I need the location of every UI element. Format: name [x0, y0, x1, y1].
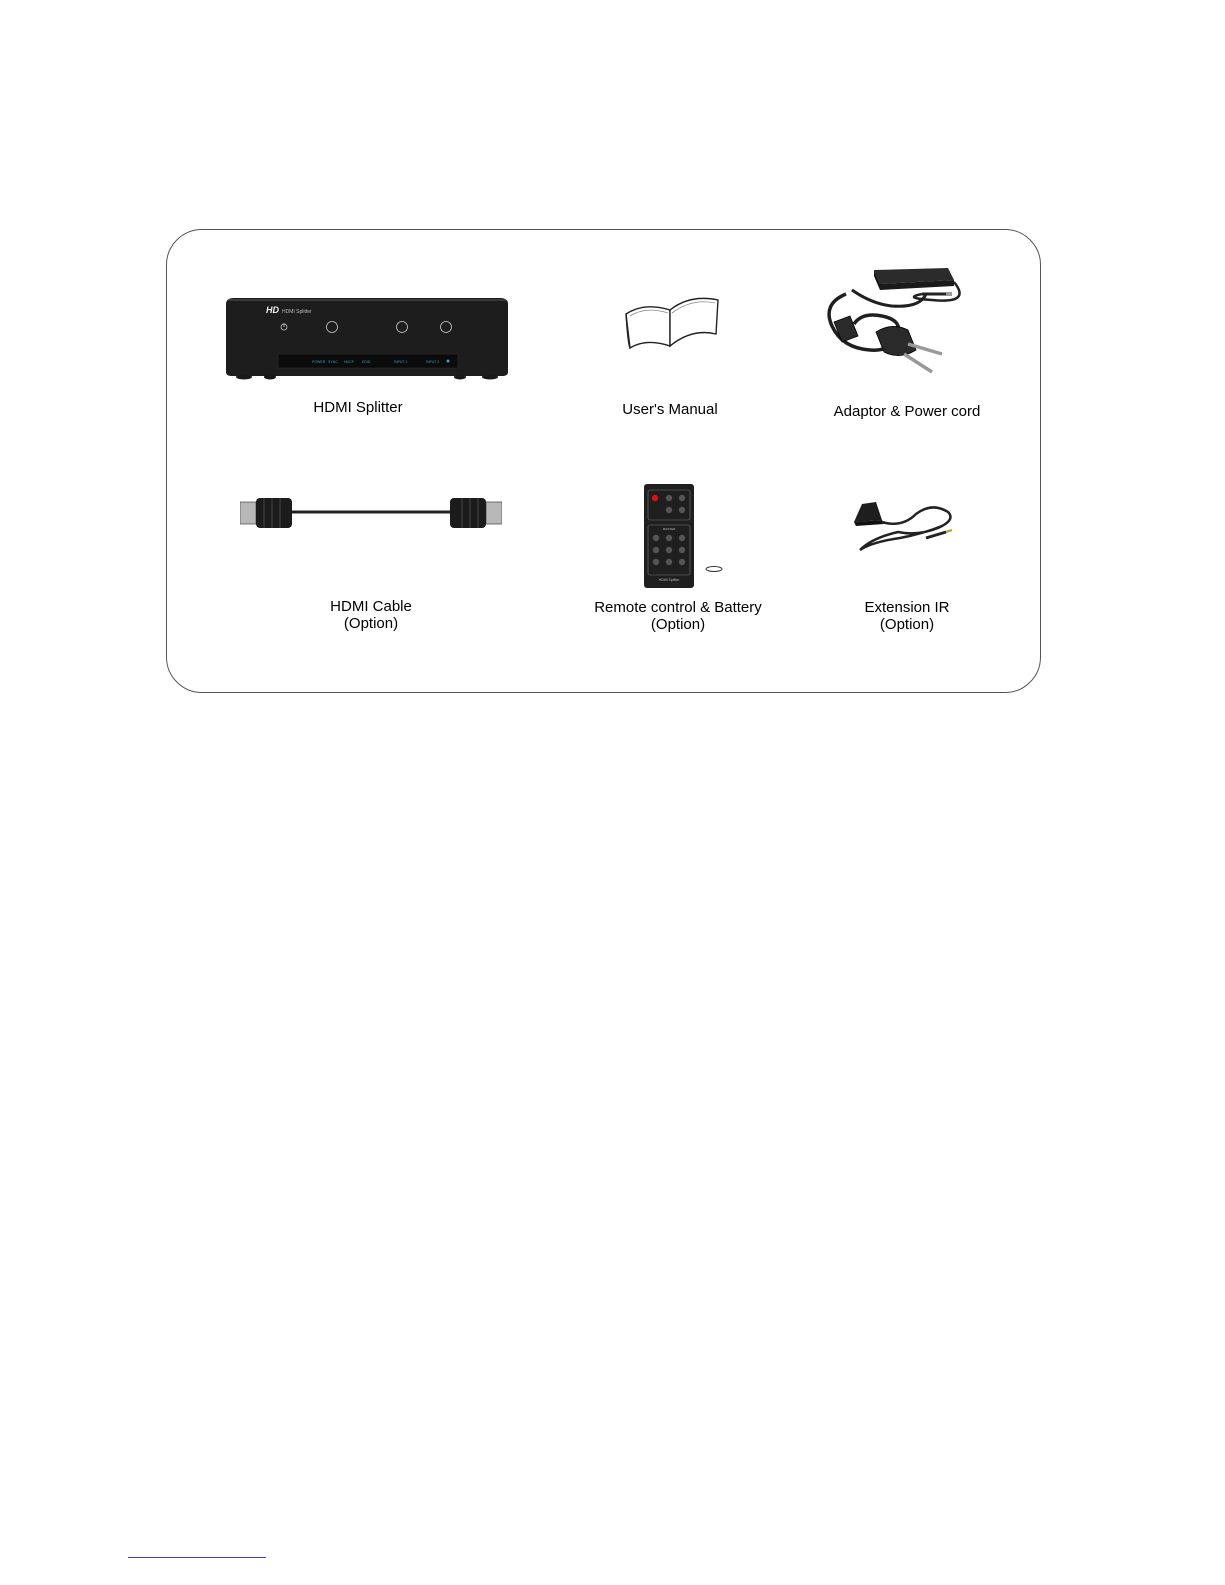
svg-text:INPUT 2: INPUT 2 [426, 360, 440, 364]
svg-text:HDCP: HDCP [344, 360, 354, 364]
hdmi-splitter-image [222, 296, 512, 387]
svg-text:HD: HD [266, 305, 279, 315]
item-note: (Option) [650, 616, 706, 633]
users-manual-image [622, 288, 722, 355]
item-name: Adaptor & Power cord [833, 403, 981, 420]
item-note: (Option) [879, 616, 935, 633]
adaptor-power-cord-image [822, 264, 962, 381]
item-caption-hdmi-splitter [228, 399, 488, 416]
item-caption-extension-ir [777, 599, 1037, 633]
item-name: User's Manual [622, 401, 718, 418]
hdmi-cable-image [240, 494, 502, 537]
svg-text:SYNC: SYNC [328, 360, 338, 364]
item-caption-hdmi-cable [241, 598, 501, 632]
item-name: Extension IR [864, 599, 950, 616]
svg-text:HDMI Splitter: HDMI Splitter [282, 309, 312, 315]
item-note: (Option) [343, 615, 399, 632]
item-caption-users-manual [540, 401, 800, 418]
item-name: HDMI Splitter [313, 399, 403, 416]
item-caption-remote-control-battery [548, 599, 808, 633]
svg-text:HDMI Splitter: HDMI Splitter [658, 578, 680, 582]
svg-text:POWER: POWER [312, 360, 326, 364]
svg-text:EDID: EDID [362, 360, 371, 364]
svg-text:INPUT 1: INPUT 1 [394, 360, 408, 364]
item-name: HDMI Cable [330, 598, 412, 615]
extension-ir-image [852, 498, 956, 559]
footnote-separator [128, 1557, 266, 1558]
svg-text:MASTER: MASTER [662, 527, 676, 531]
item-caption-adaptor-power-cord [777, 403, 1037, 420]
remote-control-battery-image [644, 484, 726, 595]
item-name: Remote control & Battery [594, 599, 762, 616]
